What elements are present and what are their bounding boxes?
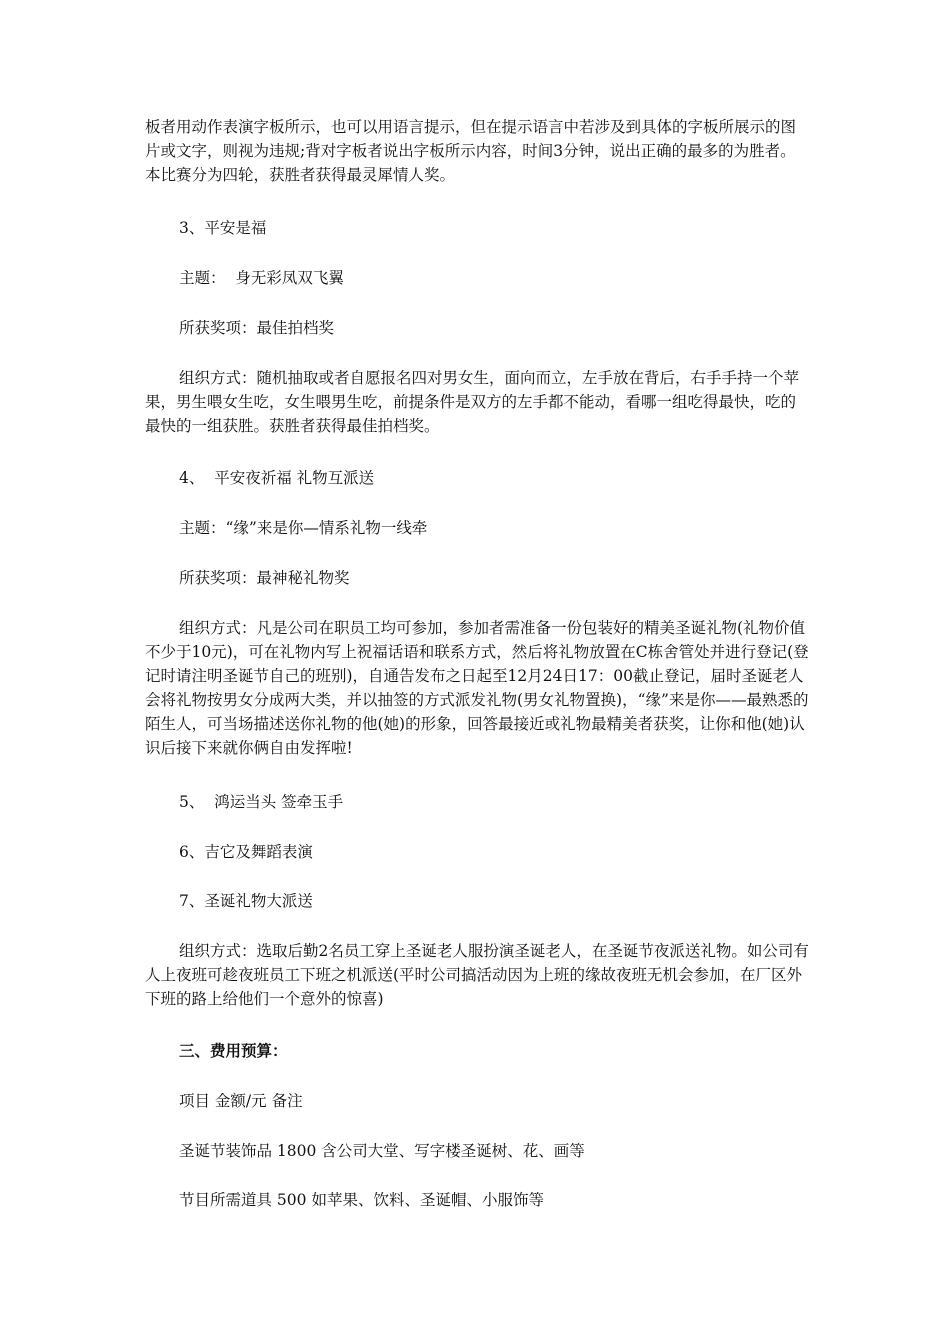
budget-heading: 三、费用预算：	[179, 1041, 288, 1060]
budget-row: 圣诞节装饰品 1800 含公司大堂、写字楼圣诞树、花、画等	[179, 1142, 585, 1160]
item4-award: 所获奖项：最神秘礼物奖	[179, 569, 350, 587]
item7-heading: 7、圣诞礼物大派送	[179, 892, 313, 910]
item4-heading: 4、 平安夜祈福 礼物互派送	[179, 469, 375, 487]
item3-organization: 组织方式：随机抽取或者自愿报名四对男女生，面向而立，左手放在背后，右手手持一个苹果，男生喂女生吃，女生喂男生吃，前提条件是双方的左手都不能动，看哪一组吃得最快，吃的最快的一组获胜。获胜者获得最佳拍档奖。	[145, 369, 800, 435]
item3-heading: 3、平安是福	[179, 219, 267, 237]
item6-heading: 6、吉它及舞蹈表演	[179, 843, 313, 861]
budget-header-row: 项目 金额/元 备注	[179, 1092, 303, 1110]
item3-theme: 主题： 身无彩凤双飞翼	[179, 269, 344, 287]
budget-row: 节目所需道具 500 如苹果、饮料、圣诞帽、小服饰等	[179, 1191, 544, 1209]
item4-theme: 主题：“缘”来是你—情系礼物一线牵	[179, 519, 428, 537]
item7-organization: 组织方式：选取后勤2名员工穿上圣诞老人服扮演圣诞老人，在圣诞节夜派送礼物。如公司有人上夜班可趁夜班员工下班之机派送(平时公司搞活动因为上班的缘故夜班无机会参加，在厂区外下班的路上给他们一个意外的惊喜)	[145, 942, 809, 1008]
item4-organization: 组织方式：凡是公司在职员工均可参加，参加者需准备一份包装好的精美圣诞礼物(礼物价值不少于10元)，可在礼物内写上祝福话语和联系方式，然后将礼物放置在C栋舍管处并进行登记(登记时请注明圣诞节自己的班别)，自通告发布之日起至12月24日17：00截止登记，届时圣诞老人会将礼物按男女分成两大类，并以抽签的方式派发礼物(男女礼物置换)，“缘”来是你——最熟悉的陌生人，可当场描述送你礼物的他(她)的形象，回答最接近或礼物最精美者获奖，让你和他(她)认识后接下来就你俩自由发挥啦!	[145, 619, 809, 757]
item3-award: 所获奖项：最佳拍档奖	[179, 319, 335, 337]
item5-heading: 5、 鸿运当头 签牵玉手	[179, 793, 344, 811]
intro-paragraph: 板者用动作表演字板所示，也可以用语言提示，但在提示语言中若涉及到具体的字板所展示的图片或文字，则视为违规;背对字板者说出字板所示内容，时间3分钟，说出正确的最多的为胜者。本比赛分为四轮，获胜者获得最灵犀情人奖。	[145, 118, 797, 184]
